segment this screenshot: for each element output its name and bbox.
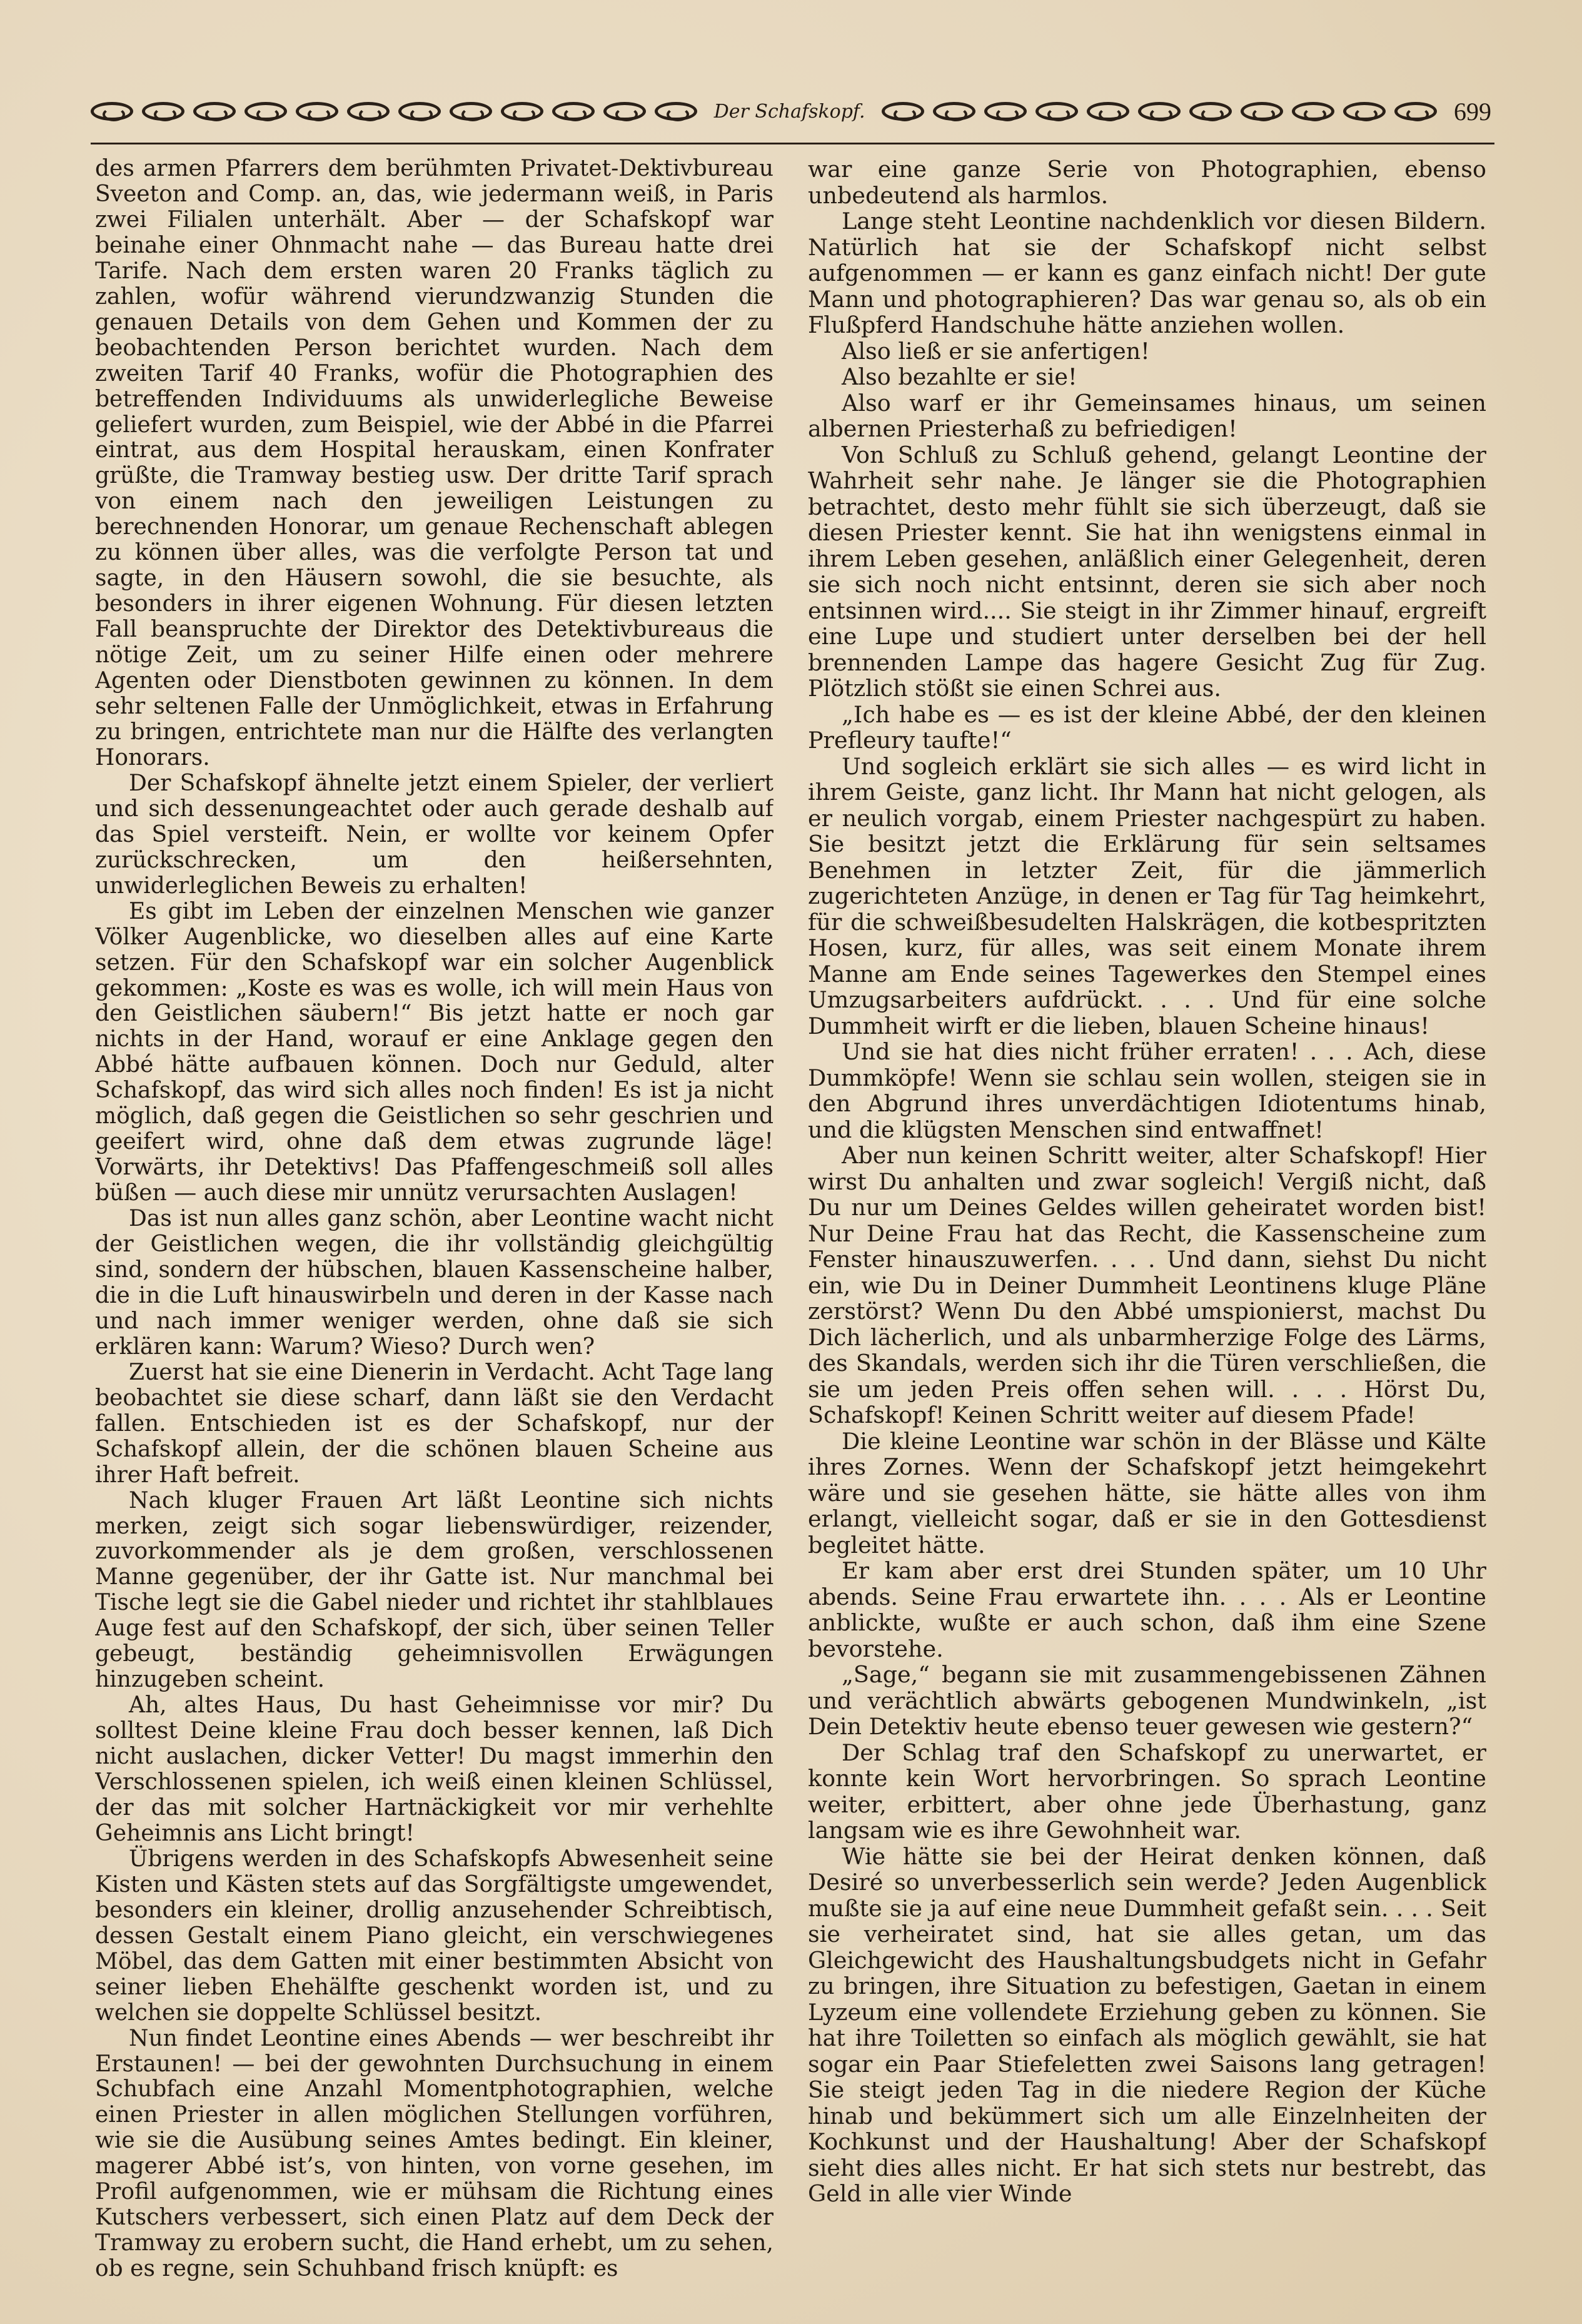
scroll-ornament-icon (398, 102, 441, 121)
scroll-ornament-icon (1035, 102, 1078, 121)
paragraph: Also warf er ihr Gemeinsames hinaus, um seinen albernen Priesterhaß zu befriedigen! (808, 389, 1486, 442)
paragraph: Das ist nun alles ganz schön, aber Leontine wacht nicht der Geistlichen wegen, die ihr vollständig gleichgültig sind, sondern der hübschen, blauen Kassenscheine halber, die in die Luft hinauswirbeln und deren in der Kasse nach und nach immer weniger werden, ohne daß sie sich erklären kann: Warum? Wieso? Durch wen? (95, 1206, 773, 1360)
text-column-right (808, 156, 1486, 2283)
paragraph: Aber nun keinen Schritt weiter, alter Schafskopf! Hier wirst Du anhalten und zwar sogleich! Vergiß nicht, daß Du nur um Deines Geldes willen geheiratet worden bist! Nur Deine Frau hat das Recht, die Kassenscheine zum Fenster hinauszuwerfen. . . . Und dann, siehst Du nicht ein, wie Du in Deiner Dummheit Leontinens kluge Pläne zerstörst? Wenn Du den Abbé umspionierst, machst Du Dich lächerlich, und als unbarmherzige Folge des Lärms, des Skandals, werden sich ihr die Türen verschließen, die sie um jeden Preis offen sehen will. . . . Hörst Du, Schafskopf! Keinen Schritt weiter auf diesem Pfade! (808, 1142, 1486, 1428)
scroll-ornament-icon (552, 102, 595, 121)
paragraph: Zuerst hat sie eine Dienerin in Verdacht. Acht Tage lang beobachtet sie diese scharf, dann läßt sie den Verdacht fallen. Entschieden ist es der Schafskopf, nur der Schafskopf allein, der die schönen blauen Scheine aus ihrer Haft befreit. (95, 1359, 773, 1488)
paragraph: „Ich habe es — es ist der kleine Abbé, der den kleinen Prefleury taufte!“ (808, 700, 1486, 754)
scroll-ornament-icon (933, 102, 975, 121)
paragraph: „Sage,“ begann sie mit zusammengebissenen Zähnen und verächtlich abwärts gebogenen Mundwinkeln, „ist Dein Detektiv heute ebenso teuer gewesen wie gestern?“ (808, 1661, 1486, 1740)
paragraph: Er kam aber erst drei Stunden später, um 10 Uhr abends. Seine Frau erwartete ihn. . . . Als er Leontine anblickte, wußte er auch schon, daß ihm eine Szene bevorstehe. (808, 1557, 1486, 1662)
scroll-ornament-icon (882, 102, 924, 121)
paragraph: Nach kluger Frauen Art läßt Leontine sich nichts merken, zeigt sich sogar liebenswürdiger, reizender, zuvorkommender als je dem großen, verschlossenen Manne gegenüber, der ihr Gatte ist. Nur manchmal bei Tische legt sie die Gabel nieder und richtet ihr stahlblaues Auge fest auf den Schafskopf, der sich, über seinen Teller gebeugt, beständig geheimnisvollen Erwägungen hinzugeben scheint. (95, 1487, 773, 1693)
page-number: 699 (1453, 97, 1491, 126)
paragraph: Der Schafskopf ähnelte jetzt einem Spieler, der verliert und sich dessenungeachtet oder auch gerade deshalb auf das Spiel versteift. Nein, er wollte vor keinem Opfer zurückschrecken, um den heißersehnten, unwiderleglichen Beweis zu erhalten! (95, 770, 773, 899)
paragraph: Von Schluß zu Schluß gehend, gelangt Leontine der Wahrheit sehr nahe. Je länger sie die Photographien betrachtet, desto mehr fühlt sie sich überzeugt, daß sie diesen Priester kennt. Sie hat ihn wenigstens einmal in ihrem Leben gesehen, anläßlich einer Gelegenheit, deren sie sich noch nicht entsinnt, deren sie sich aber noch entsinnen wird.... Sie steigt in ihr Zimmer hinauf, ergreift eine Lupe und studiert unter derselben bei der hell brennenden Lampe das hagere Gesicht Zug für Zug. Plötzlich stößt sie einen Schrei aus. (808, 441, 1486, 702)
paragraph: des armen Pfarrers dem berühmten Privatet-Dektivbureau Sveeton and Comp. an, das, wie jedermann weiß, in Paris zwei Filialen unterhält. Aber — der Schafskopf war beinahe einer Ohnmacht nahe — das Bureau hatte drei Tarife. Nach dem ersten waren 20 Franks täglich zu zahlen, wofür während vierundzwanzig Stunden die genauen Details von dem Gehen und Kommen der zu beobachtenden Person berichtet wurden. Nach dem zweiten Tarif 40 Franks, wofür die Photographien des betreffenden Individuums als unwiderlegliche Beweise geliefert wurden, zum Beispiel, wie der Abbé in die Pfarrei eintrat, aus dem Hospital herauskam, einen Konfrater grüßte, die Tramway bestieg usw. Der dritte Tarif sprach von einem nach den jeweiligen Leistungen zu berechnenden Honorar, um genaue Rechenschaft ablegen zu können über alles, was die verfolgte Person tat und sagte, in den Häusern sowohl, die sie besuchte, als besonders in ihrer eigenen Wohnung. Für diesen letzten Fall beanspruchte der Direktor des Detektivbureaus die nötige Zeit, um zu seiner Hilfe einen oder mehrere Agenten oder Dienstboten gewinnen zu können. In dem sehr seltenen Falle der Unmöglichkeit, etwas in Erfahrung zu bringen, entrichtete man nur die Hälfte des verlangten Honorars. (95, 156, 773, 770)
paragraph: Der Schlag traf den Schafskopf zu unerwartet, er konnte kein Wort hervorbringen. So sprach Leontine weiter, erbittert, aber ohne jede Überhastung, ganz langsam wie es ihre Gewohnheit war. (808, 1739, 1486, 1844)
paragraph: Wie hätte sie bei der Heirat denken können, daß Desiré so unverbesserlich sein werde? Jeden Augenblick mußte sie ja auf eine neue Dummheit gefaßt sein. . . . Seit sie verheiratet sind, hat sie alles getan, um das Gleichgewicht des Haushaltungsbudgets nicht in Gefahr zu bringen, ihre Situation zu befestigen, Gaetan in einem Lyzeum eine vollendete Erziehung geben zu können. Sie hat ihre Toiletten so einfach als möglich gewählt, sie hat sogar ein Paar Stiefeletten zwei Saisons lang getragen! Sie steigt jeden Tag in die niedere Region der Küche hinab und bekümmert sich um alle Einzelnheiten der Kochkunst und der Haushaltung! Aber der Schafskopf sieht dies alles nicht. Er hat sich stets nur bestrebt, das Geld in alle vier Winde (808, 1842, 1486, 2207)
scroll-ornament-icon (244, 102, 287, 121)
paragraph: Die kleine Leontine war schön in der Blässe und Kälte ihres Zornes. Wenn der Schafskopf jetzt heimgekehrt wäre und sie gesehen hätte, sie hätte alles von ihm erlangt, vielleicht sogar, daß er sie in den Gottesdienst begleitet hätte. (808, 1427, 1486, 1559)
scroll-ornament-icon (91, 102, 133, 121)
paragraph: Nun findet Leontine eines Abends — wer beschreibt ihr Erstaunen! — bei der gewohnten Durchsuchung in einem Schubfach eine Anzahl Momentphotographien, welche einen Priester in allen möglichen Stellungen vorführen, wie sie die Ausübung seines Amtes bedingt. Ein kleiner, magerer Abbé ist’s, von hinten, von vorne gesehen, im Profil aufgenommen, wie er mühsam die Richtung eines Kutschers verbessert, sich einen Platz auf dem Deck der Tramway zu erobern sucht, die Hand erhebt, um zu sehen, ob es regne, sein Schuhband frisch knüpft: es (95, 2025, 773, 2282)
paragraph: Und sie hat dies nicht früher erraten! . . . Ach, diese Dummköpfe! Wenn sie schlau sein wollen, steigen sie in den Abgrund ihres unverdächtigen Idiotentums hinab, und die klügsten Menschen sind entwaffnet! (808, 1038, 1486, 1143)
page-header (91, 93, 1491, 130)
paragraph: Übrigens werden in des Schafskopfs Abwesenheit seine Kisten und Kästen stets auf das Sorgfältigste umgewendet, besonders ein kleiner, drollig anzusehender Schreibtisch, dessen Gestalt einem Piano gleicht, ein verschwiegenes Möbel, das dem Gatten mit einer bestimmten Absicht von seiner lieben Ehehälfte geschenkt worden ist, und zu welchen sie doppelte Schlüssel besitzt. (95, 1846, 773, 2026)
scroll-ornament-icon (655, 102, 697, 121)
header-rule (91, 143, 1494, 144)
scroll-ornament-icon (296, 102, 338, 121)
paragraph: Es gibt im Leben der einzelnen Menschen wie ganzer Völker Augenblicke, wo dieselben alles auf eine Karte setzen. Für den Schafskopf war ein solcher Augenblick gekommen: „Koste es was es wolle, ich will mein Haus von den Geistlichen säubern!“ Bis jetzt hatte er noch gar nichts in der Hand, worauf er eine Anklage gegen den Abbé hätte aufbauen können. Doch nur Geduld, alter Schafskopf, das wird sich alles noch finden! Es ist ja nicht möglich, daß gegen die Geistlichen so sehr geschrien und geeifert wird, ohne daß dem etwas zugrunde läge! Vorwärts, ihr Detektivs! Das Pfaffengeschmeiß soll alles büßen — auch diese mir unnütz verursachten Auslagen! (95, 898, 773, 1206)
paragraph: Also bezahlte er sie! (842, 363, 1077, 390)
scroll-ornament-icon (1394, 102, 1437, 121)
scroll-ornament-icon (501, 102, 543, 121)
scroll-ornament-icon (1292, 102, 1334, 121)
scroll-ornament-icon (1189, 102, 1232, 121)
text-column-left (95, 156, 773, 2283)
scroll-ornament-icon (1343, 102, 1386, 121)
running-title: Der Schafskopf. (713, 100, 865, 123)
scroll-ornament-icon (1241, 102, 1283, 121)
scroll-ornament-icon (450, 102, 492, 121)
scroll-ornament-icon (193, 102, 236, 121)
scroll-ornament-icon (984, 102, 1027, 121)
header-ornament-left (91, 102, 697, 121)
paragraph: war eine ganze Serie von Photographien, ebenso unbedeutend als harmlos. (808, 156, 1486, 209)
scroll-ornament-icon (1138, 102, 1181, 121)
header-ornament-right (882, 102, 1437, 121)
scroll-ornament-icon (347, 102, 390, 121)
scroll-ornament-icon (1087, 102, 1129, 121)
paragraph: Und sogleich erklärt sie sich alles — es wird licht in ihrem Geiste, ganz licht. Ihr Mann hat nicht gelogen, als er neulich vorgab, einem Priester nachgespürt zu haben. Sie besitzt jetzt die Erklärung für sein seltsames Benehmen in letzter Zeit, für die jämmerlich zugerichteten Anzüge, in denen er Tag für Tag heimkehrt, für die schweißbesudelten Halskrägen, die kotbespritzten Hosen, kurz, für alles, was seit einem Monate ihrem Manne am Ende seines Tagewerkes den Stempel eines Umzugsarbeiters aufdrückt. . . . Und für eine solche Dummheit wirft er die lieben, blauen Scheine hinaus! (808, 752, 1486, 1039)
paragraph: Lange steht Leontine nachdenklich vor diesen Bildern. Natürlich hat sie der Schafskopf nicht selbst aufgenommen — er kann es ganz einfach nicht! Der gute Mann und photographieren? Das war genau so, als ob ein Flußpferd Handschuhe hätte anziehen wollen. (808, 208, 1486, 338)
scroll-ornament-icon (603, 102, 646, 121)
paragraph: Ah, altes Haus, Du hast Geheimnisse vor mir? Du solltest Deine kleine Frau doch besser kennen, laß Dich nicht auslachen, dicker Vetter! Du magst immerhin den Verschlossenen spielen, ich weiß einen kleinen Schlüssel, der das mit solcher Hartnäckigkeit vor mir verhehlte Geheimnis ans Licht bringt! (95, 1692, 773, 1846)
paragraph: Also ließ er sie anfertigen! (842, 337, 1150, 365)
scroll-ornament-icon (142, 102, 184, 121)
